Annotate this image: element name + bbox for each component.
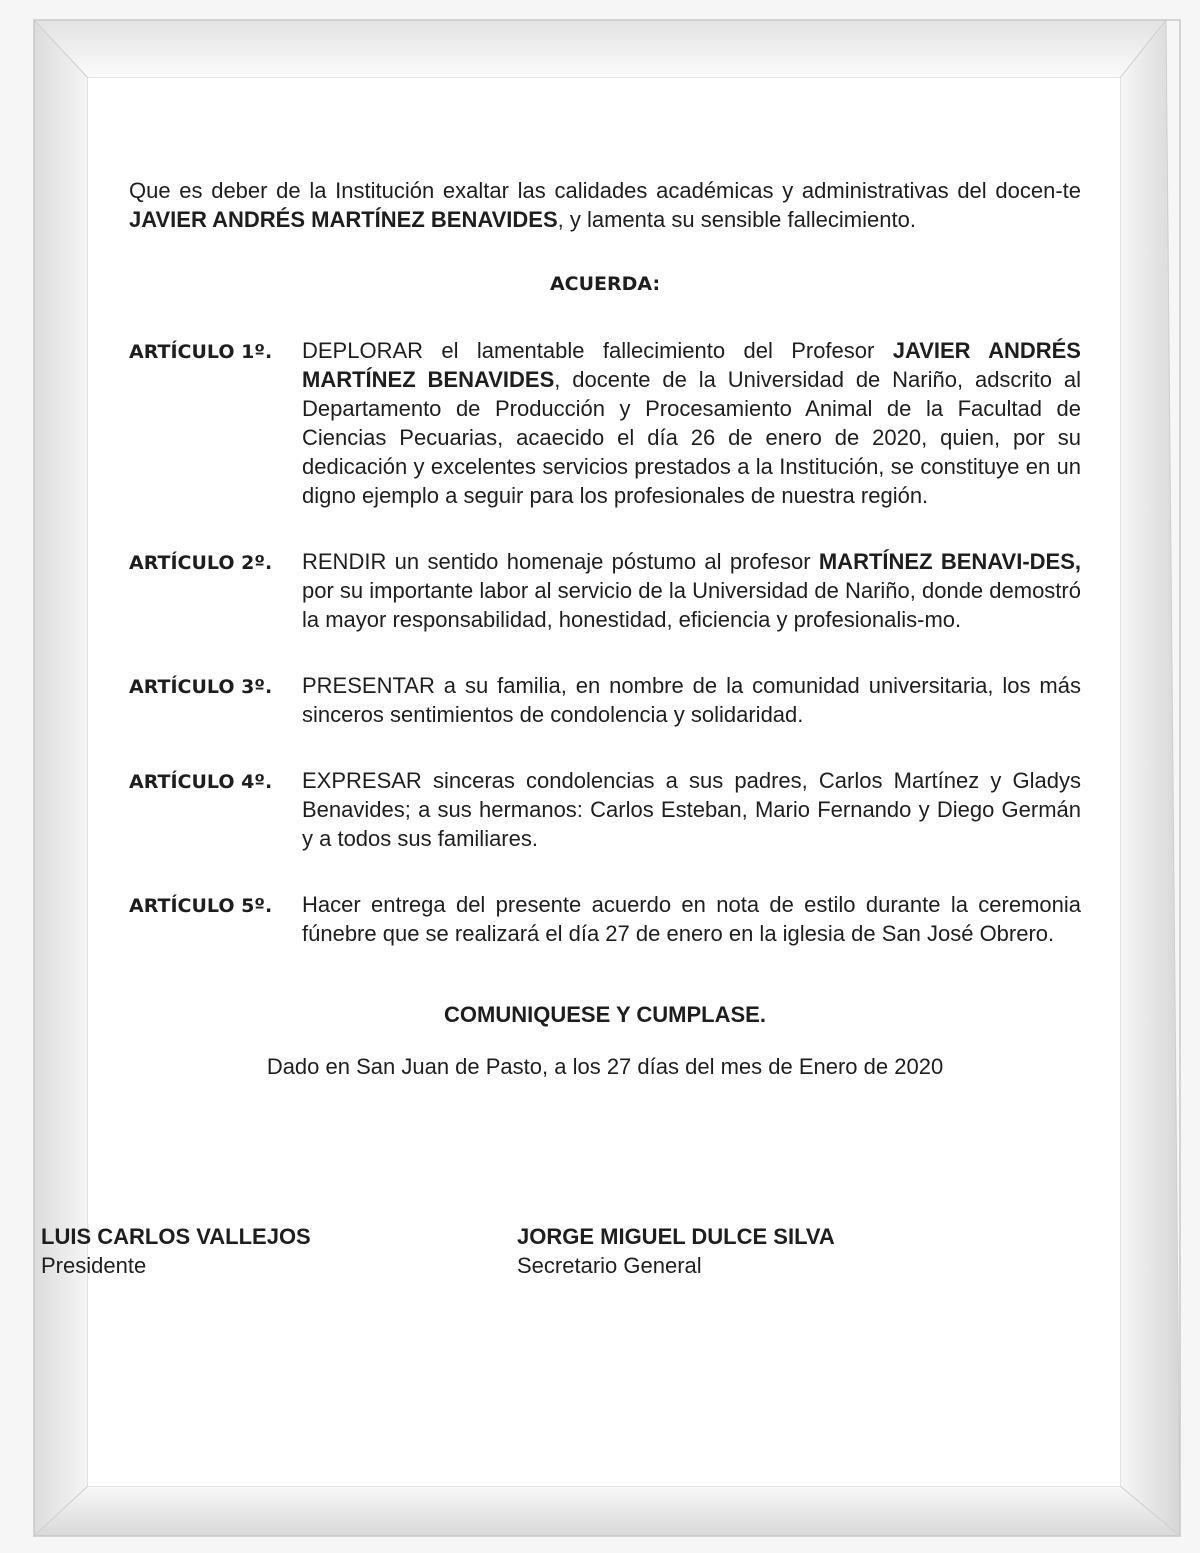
article-text — [302, 336, 1081, 510]
article-label: ARTÍCULO 5º. — [129, 895, 273, 917]
closing-statement: COMUNIQUESE Y CUMPLASE. — [444, 1002, 766, 1027]
article-1 — [129, 336, 1081, 510]
signature-block — [41, 1222, 993, 1280]
signer-name: LUIS CARLOS VALLEJOS — [41, 1224, 311, 1249]
intro-honoree-name: JAVIER ANDRÉS MARTÍNEZ BENAVIDES — [129, 207, 558, 232]
article-4 — [129, 766, 1081, 853]
article-5 — [129, 890, 1081, 948]
article-text-end: por su importante labor al servicio de la Universidad de Nariño, donde demostró la mayor responsabilidad, honestidad, eficiencia y profesionalis-mo. — [302, 578, 1081, 632]
intro-text-start: Que es deber de la Institución exaltar las calidades académicas y administrativas del docen-te — [129, 178, 1081, 203]
article-text: EXPRESAR sinceras condolencias a sus padres, Carlos Martínez y Gladys Benavides; a sus hermanos: Carlos Esteban, Mario Fernando y Diego Germán y a todos sus familiares. — [302, 768, 1081, 851]
article-label: ARTÍCULO 1º. — [129, 341, 273, 363]
article-bold-name: MARTÍNEZ BENAVI-DES, — [818, 549, 1081, 574]
article-text: PRESENTAR a su familia, en nombre de la comunidad universitaria, los más sinceros sentimientos de condolencia y solidaridad. — [302, 673, 1081, 727]
article-text-end: , docente de la Universidad de Nariño, adscrito al Departamento de Producción y Procesamiento Animal de la Facultad de Ciencias Pecuarias, acaecido el día 26 de enero de 2020, quien, por su dedicación y excelentes servicios prestados a la Institución, se constituye en un digno ejemplo a seguir para los profesionales de nuestra región. — [302, 367, 1081, 508]
acuerda-heading: ACUERDA: — [549, 273, 661, 295]
article-text-start: DEPLORAR el lamentable fallecimiento del Profesor — [302, 338, 893, 363]
article-label: ARTÍCULO 2º. — [129, 552, 273, 574]
article-3 — [129, 671, 1081, 729]
date-place-line: Dado en San Juan de Pasto, a los 27 días del mes de Enero de 2020 — [266, 1054, 944, 1079]
article-label: ARTÍCULO 3º. — [129, 676, 273, 698]
document-body — [129, 176, 1081, 1081]
article-2 — [129, 547, 1081, 634]
intro-paragraph — [129, 176, 1081, 234]
signer-role: Secretario General — [517, 1253, 702, 1278]
signature-secretary — [517, 1222, 993, 1280]
article-text-start: RENDIR un sentido homenaje póstumo al profesor — [302, 549, 819, 574]
article-text — [302, 547, 1081, 634]
signer-role: Presidente — [41, 1253, 147, 1278]
article-label: ARTÍCULO 4º. — [129, 771, 273, 793]
signature-president — [41, 1222, 517, 1280]
signer-name: JORGE MIGUEL DULCE SILVA — [517, 1224, 835, 1249]
article-text: Hacer entrega del presente acuerdo en nota de estilo durante la ceremonia fúnebre que se realizará el día 27 de enero en la iglesia de San José Obrero. — [302, 892, 1081, 946]
intro-text-end: , y lamenta su sensible fallecimiento. — [557, 207, 916, 232]
article-bold-name: JAVIER ANDRÉS MARTÍNEZ BENAVIDES — [302, 338, 1081, 392]
